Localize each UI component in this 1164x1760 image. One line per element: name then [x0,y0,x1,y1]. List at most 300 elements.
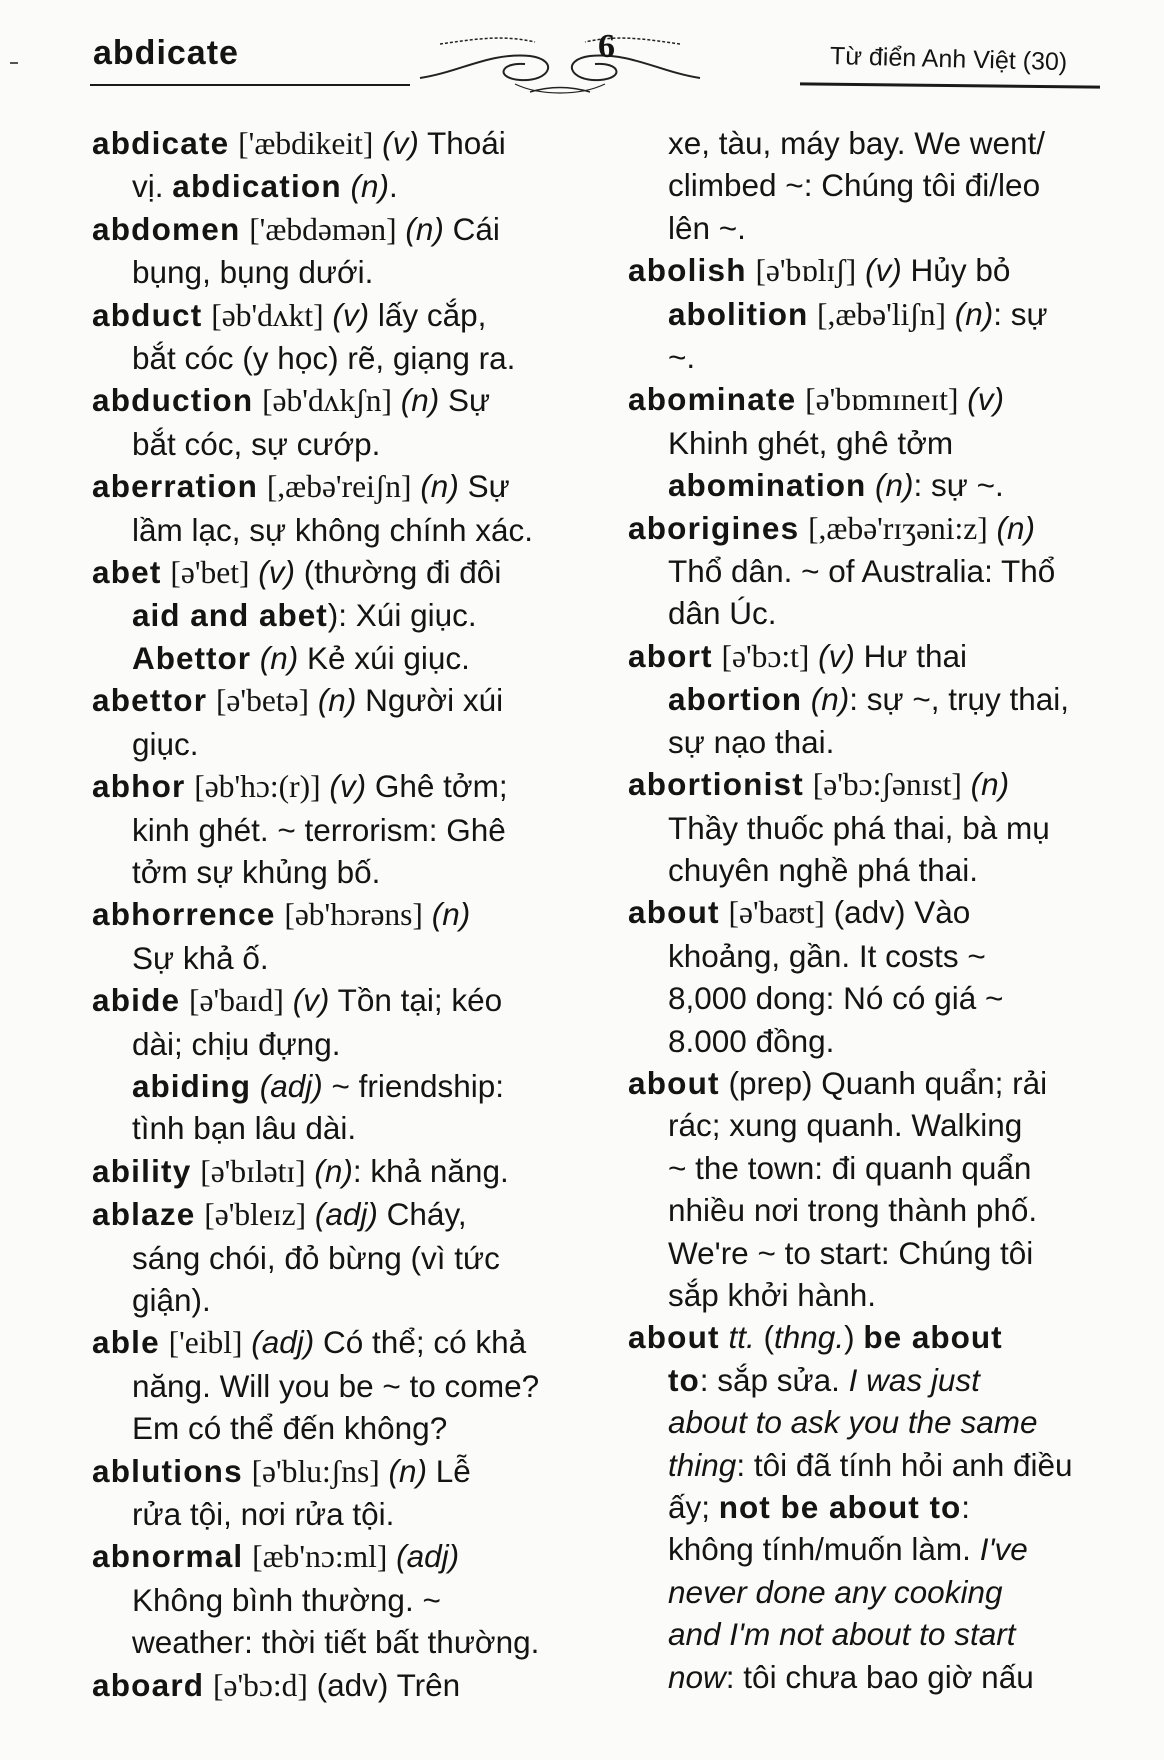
pronunciation: [ə'bɔ:t] [721,638,810,674]
entry-ablaze [92,1193,592,1321]
pronunciation: [ə'bɪlətɪ] [200,1153,306,1189]
entry-line [628,935,1118,977]
part-of-speech: (v) [258,554,295,591]
entry-line [628,1062,1118,1104]
definition-text: tình bạn lâu dài. [132,1110,357,1147]
definition-text [251,640,260,676]
definition-text: khoảng, gần. It costs ~ [668,937,986,974]
definition-text [866,467,875,503]
definition-text: weather: thời tiết bất thường. [132,1624,540,1661]
definition-text [186,768,195,804]
pronunciation: ['æbdikeit] [238,126,374,161]
entry-abettor [92,679,592,765]
entry-line [628,1444,1118,1486]
definition-text: Lễ [426,1452,471,1489]
entry-line [92,251,592,293]
headword: abdication [172,168,342,205]
entry-line [92,1365,592,1407]
pronunciation: [ə'baʊt] [728,895,825,931]
definition-text: lấy cắp, [369,296,487,333]
definition-text: (prep) Quanh quẩn; rải [719,1064,1048,1101]
part-of-speech: (n) [970,766,1010,803]
entry-line [92,1237,592,1279]
italic-example: never done any cooking [668,1573,1003,1610]
italic-example: thng. [774,1319,845,1356]
definition-text: : tôi chưa bao giờ nấu [725,1658,1034,1695]
entry-line [628,1147,1118,1189]
headword: aboard [92,1666,205,1703]
definition-text [243,1453,252,1489]
definition-text: ): Xúi giục. [327,597,477,634]
part-of-speech: (n) [405,210,444,247]
pronunciation: [ə'betə] [215,683,310,719]
entry-line [628,1232,1118,1274]
entry-aborigines [628,507,1118,635]
part-of-speech: (v) [292,982,330,1019]
headword: abide [92,982,181,1019]
part-of-speech: (adj) [259,1067,323,1104]
definition-text [240,211,249,247]
pronunciation: [ə'bɒlɪʃ] [755,253,857,289]
entry-line [628,1486,1118,1528]
entry-line [628,464,1118,506]
right-column [628,122,1118,1698]
headword: abduction [92,382,254,419]
definition-text: : sự ~. [913,467,1004,504]
entry-ability [92,1150,592,1193]
entry-about-prep [628,1062,1118,1316]
part-of-speech: (n) [996,509,1036,546]
definition-text [796,381,805,417]
entry-line [628,1316,1118,1358]
entry-line [628,721,1118,763]
definition-text: ấy; [668,1489,719,1525]
part-of-speech: (n) [350,168,390,205]
entry-abnormal [92,1535,592,1663]
entry-line [628,977,1118,1019]
entry-aberration [92,465,592,551]
definition-text: năng. Will you be ~ to come? [132,1367,540,1404]
headword: able [92,1324,160,1361]
definition-text: dân Úc. [668,595,777,632]
entry-line [92,1664,592,1707]
definition-text: Sự [439,382,491,419]
entry-line [628,507,1118,550]
definition-text: (adv) Vào [824,894,971,931]
headword: ability [92,1152,192,1189]
definition-text: ~ friendship: [322,1067,505,1104]
headword: abhor [92,768,186,805]
definition-text: Thầy thuốc phá thai, bà mụ [668,809,1050,846]
entry-line [628,592,1118,634]
headword: ablaze [92,1196,196,1233]
entry-line [92,723,592,765]
pronunciation: [,æbə'reiʃn] [266,469,412,505]
entry-line [628,1571,1118,1613]
bold-phrase: abiding [132,1067,251,1104]
entry-line [92,1107,592,1149]
definition-text: (thường đi đôi [294,554,502,591]
entry-line [92,1621,592,1663]
part-of-speech: (adj) [251,1324,315,1361]
book-title: Từ điển Anh Việt (30) [829,42,1068,77]
part-of-speech: (v) [332,296,370,333]
definition-text [253,382,262,418]
entry-abominate [628,378,1118,506]
definition-text: : sự [993,295,1048,332]
definition-text: bụng, bụng dưới. [132,254,374,291]
headword: abhorrence [92,896,276,933]
definition-text: Có thể; có khả [314,1324,527,1361]
part-of-speech: (n) [388,1452,427,1489]
definition-text: bắt cóc, sự cướp. [132,425,381,462]
definition-text [962,766,971,802]
headword: abolish [628,252,747,289]
definition-text: Sự khả ố. [132,939,269,976]
entry-abide [92,979,592,1150]
pronunciation: [ə'bet] [170,555,250,591]
definition-text: : [961,1489,970,1525]
definition-text [196,1196,205,1232]
definition-text: sắp khởi hành. [668,1276,877,1313]
definition-text [191,1153,200,1189]
headword: about [628,894,720,931]
entry-abduction [92,379,592,465]
page-number: 6 [598,28,615,65]
definition-text: kinh ghét. ~ terrorism: Ghê [132,811,506,848]
entry-line [628,1020,1118,1062]
entry-line [92,1407,592,1449]
pronunciation: [ə'bleɪz] [204,1197,307,1233]
entry-abort [628,635,1118,763]
headword: about [628,1064,720,1101]
definition-text [276,896,285,932]
entry-line [628,635,1118,678]
definition-text: ( [754,1319,775,1356]
definition-text [958,381,967,417]
pronunciation: [əb'hɔ:(r)] [194,769,321,805]
entry-abhorrence [92,893,592,979]
entry-line [628,164,1118,206]
entry-line [92,165,592,207]
bold-phrase: be about [863,1319,1003,1356]
definition-text [808,296,817,332]
part-of-speech: (n) [259,639,299,676]
pronunciation: [,æbə'rɪʒəni:z] [808,510,988,546]
part-of-speech: (adj) [396,1538,460,1575]
entry-abdomen [92,208,592,294]
definition-text: : sắp sửa. [699,1361,849,1398]
definition-text: rác; xung quanh. Walking [668,1107,1023,1144]
italic-example: now [668,1658,726,1695]
definition-text: : sự ~, trụy thai, [849,681,1070,718]
entry-abhor [92,765,592,893]
bold-phrase: Abettor [132,639,251,676]
guide-word: abdicate [93,34,239,72]
definition-text [249,554,258,590]
pronunciation: [əb'hɔrəns] [284,897,423,933]
definition-text: ~. [668,339,696,376]
definition-text: Kẻ xúi giục. [298,639,470,676]
entry-line [92,1065,592,1107]
definition-text [423,896,432,932]
headword: abduct [92,296,203,333]
entry-line [92,809,592,851]
entry-line [628,678,1118,720]
definition-text [306,1196,315,1232]
bold-phrase: to [668,1361,700,1398]
definition-text: không tính/muốn làm. [668,1531,980,1568]
entry-line [628,207,1118,249]
entry-about-idiom [628,1316,1118,1698]
definition-text: Không bình thường. ~ [132,1581,441,1618]
entry-abet [92,551,592,679]
definition-text: Sự [458,468,510,505]
bold-phrase: abortion [668,681,802,718]
part-of-speech: (n) [420,468,459,505]
entry-line [92,379,592,422]
entry-line [628,1528,1118,1570]
definition-text: Tồn tại; kéo [329,982,503,1019]
entry-line [628,1274,1118,1316]
definition-text: vị. [132,168,173,205]
entry-line [92,1493,592,1535]
definition-text: Hư thai [854,637,968,674]
entry-line [92,1279,592,1321]
definition-text [988,510,997,546]
entry-line [92,294,592,337]
headword: aberration [92,468,259,505]
definition-text: 8,000 dong: Nó có giá ~ [668,980,1004,1017]
pronunciation: [æb'nɔ:ml] [252,1539,388,1575]
definition-text [258,468,267,504]
part-of-speech: (n) [810,681,850,718]
entry-aboard [92,1664,592,1707]
part-of-speech: (v) [818,637,855,674]
definition-text: tởm sự khủng bố. [132,853,381,890]
definition-text [720,1319,729,1355]
part-of-speech: (v) [329,768,367,805]
entry-line [628,849,1118,891]
part-of-speech: (v) [865,252,902,289]
pronunciation: [,æbə'liʃn] [817,296,947,332]
definition-text [412,468,421,504]
entry-line [92,679,592,722]
headword: abet [92,554,162,591]
definition-text: Thổ dân. ~ of Australia: Thổ [668,553,1056,590]
part-of-speech: (v) [967,381,1004,418]
entry-abortionist [628,763,1118,891]
entry-line [92,1450,592,1493]
pronunciation: ['eibl] [168,1325,243,1361]
definition-text: ~ the town: đi quanh quẩn [668,1149,1032,1186]
entry-line [628,1401,1118,1443]
bold-phrase: abomination [668,467,867,504]
entry-line [628,378,1118,421]
definition-text [180,982,189,1018]
definition-text: We're ~ to start: Chúng tôi [668,1234,1034,1271]
definition-text: Cái [443,210,500,247]
definition-text: ) [844,1319,864,1356]
definition-text: dài; chịu đựng. [132,1025,341,1062]
definition-text: rửa tội, nơi rửa tội. [132,1496,395,1532]
definition-text [204,1667,213,1703]
definition-text: nhiều nơi trong thành phố. [668,1192,1038,1229]
part-of-speech: (n) [875,467,914,504]
entry-line [628,293,1118,336]
entry-line [92,851,592,893]
entry-line [92,1193,592,1236]
headword: abortionist [628,766,804,803]
entry-line [628,422,1118,464]
entry-ablutions [92,1450,592,1536]
entry-line [92,1579,592,1621]
definition-text: giục. [132,725,199,762]
entry-abduct [92,294,592,380]
italic-example: I was just [848,1361,980,1398]
entry-line [92,979,592,1022]
definition-text [799,510,808,546]
pronunciation: [ə'baɪd] [189,983,284,1019]
part-of-speech: (adj) [314,1196,378,1233]
definition-text: lầm lạc, sự không chính xác. [132,511,534,548]
entry-line [628,1359,1118,1401]
definition-text: Em có thể đến không? [132,1410,448,1447]
pronunciation: [ə'bɔ:d] [213,1667,308,1703]
definition-text [720,894,729,930]
definition-text: xe, tàu, máy bay. We went/ [668,125,1046,161]
headword: abettor [92,682,208,719]
headword: abominate [628,381,797,418]
definition-text: bắt cóc (y học) rẽ, giạng ra. [132,340,516,377]
entry-line [92,337,592,379]
definition-text: climbed ~: Chúng tôi đi/leo [668,167,1041,204]
definition-text [387,1538,396,1574]
italic-example: tt. [728,1319,755,1356]
entry-line [628,763,1118,806]
definition-text [856,252,865,288]
headword: ablutions [92,1452,243,1489]
part-of-speech: (n) [314,1152,353,1189]
entry-line [92,765,592,808]
definition-text: Hủy bỏ [901,252,1011,289]
headword: abdicate [92,125,230,161]
entry-line [92,1321,592,1364]
entry-line [92,1023,592,1065]
pronunciation: [əb'dʌkt] [211,297,324,333]
part-of-speech: (n) [954,295,994,332]
italic-example: I've [979,1531,1028,1568]
definition-text [804,766,813,802]
entry-abdicate [92,122,592,208]
entry-line [628,550,1118,592]
definition-text [284,982,293,1018]
entry-about-adv [628,891,1118,1062]
entry-line [628,1189,1118,1231]
header-rule-left [90,84,410,86]
definition-text [202,297,211,333]
pronunciation: [ə'bɒmɪneɪt] [805,382,959,418]
pronunciation: [ə'blu:ʃns] [251,1453,380,1489]
definition-text [373,125,382,161]
bold-phrase: aid and abet [132,597,328,634]
entry-line [92,1535,592,1578]
definition-text: lên ~. [668,209,746,246]
entry-line [92,423,592,465]
part-of-speech: (n) [317,682,357,719]
part-of-speech: (v) [382,125,419,161]
pronunciation: [ə'bɔ:ʃənɪst] [812,767,962,803]
headword: abort [628,637,713,674]
headword: aborigines [628,509,800,546]
definition-text: giận). [132,1281,211,1318]
italic-example: thing [668,1446,737,1483]
definition-text: chuyên nghề phá thai. [668,851,979,888]
definition-text: Khinh ghét, ghê tởm [668,424,954,461]
entry-line [628,1104,1118,1146]
definition-text [309,682,318,718]
entry-line [92,551,592,594]
definition-text: : khả năng. [352,1152,509,1189]
definition-text: 8.000 đồng. [668,1022,835,1059]
entry-line [92,465,592,508]
entry-abolish [628,249,1118,378]
entry-line [628,1613,1118,1655]
headword: abdomen [92,210,241,247]
italic-example: and I'm not about to start [668,1616,1016,1653]
definition-text: Ghê tởm; [366,768,508,805]
headword: about [628,1319,720,1356]
entry-aboard-cont [628,122,1118,249]
definition-text [251,1068,260,1104]
part-of-speech: (n) [431,896,471,933]
page-header [0,0,1164,120]
definition-text [229,125,238,161]
header-rule-right [800,82,1100,88]
definition-text [243,1538,252,1574]
entry-line [628,249,1118,292]
definition-text: Người xúi [356,682,504,719]
definition-text [802,681,811,717]
entry-line [628,891,1118,934]
entry-line [92,594,592,636]
definition-text [809,638,818,674]
definition-text: . [389,168,398,205]
definition-text: Thoái [418,125,506,161]
entry-line [628,807,1118,849]
entry-line [92,509,592,551]
definition-text: (adv) Trên [307,1666,461,1703]
entry-line [628,1656,1118,1698]
definition-text [713,638,722,674]
pronunciation: [əb'dʌkʃn] [262,383,392,419]
entry-able [92,1321,592,1449]
bold-phrase: abolition [668,295,809,332]
bold-phrase: not be about to [718,1489,962,1525]
definition-text [342,168,351,204]
entry-line [628,122,1118,164]
entry-line [92,893,592,936]
definition-text [392,382,401,418]
definition-text: sự nạo thai. [668,723,835,760]
definition-text [946,296,955,332]
entry-line [92,637,592,679]
definition-text [207,682,216,718]
italic-example: about to ask you the same [668,1404,1038,1441]
headword: abnormal [92,1538,244,1575]
definition-text: Cháy, [377,1196,467,1233]
definition-text: : tôi đã tính hỏi anh điều [736,1446,1073,1483]
